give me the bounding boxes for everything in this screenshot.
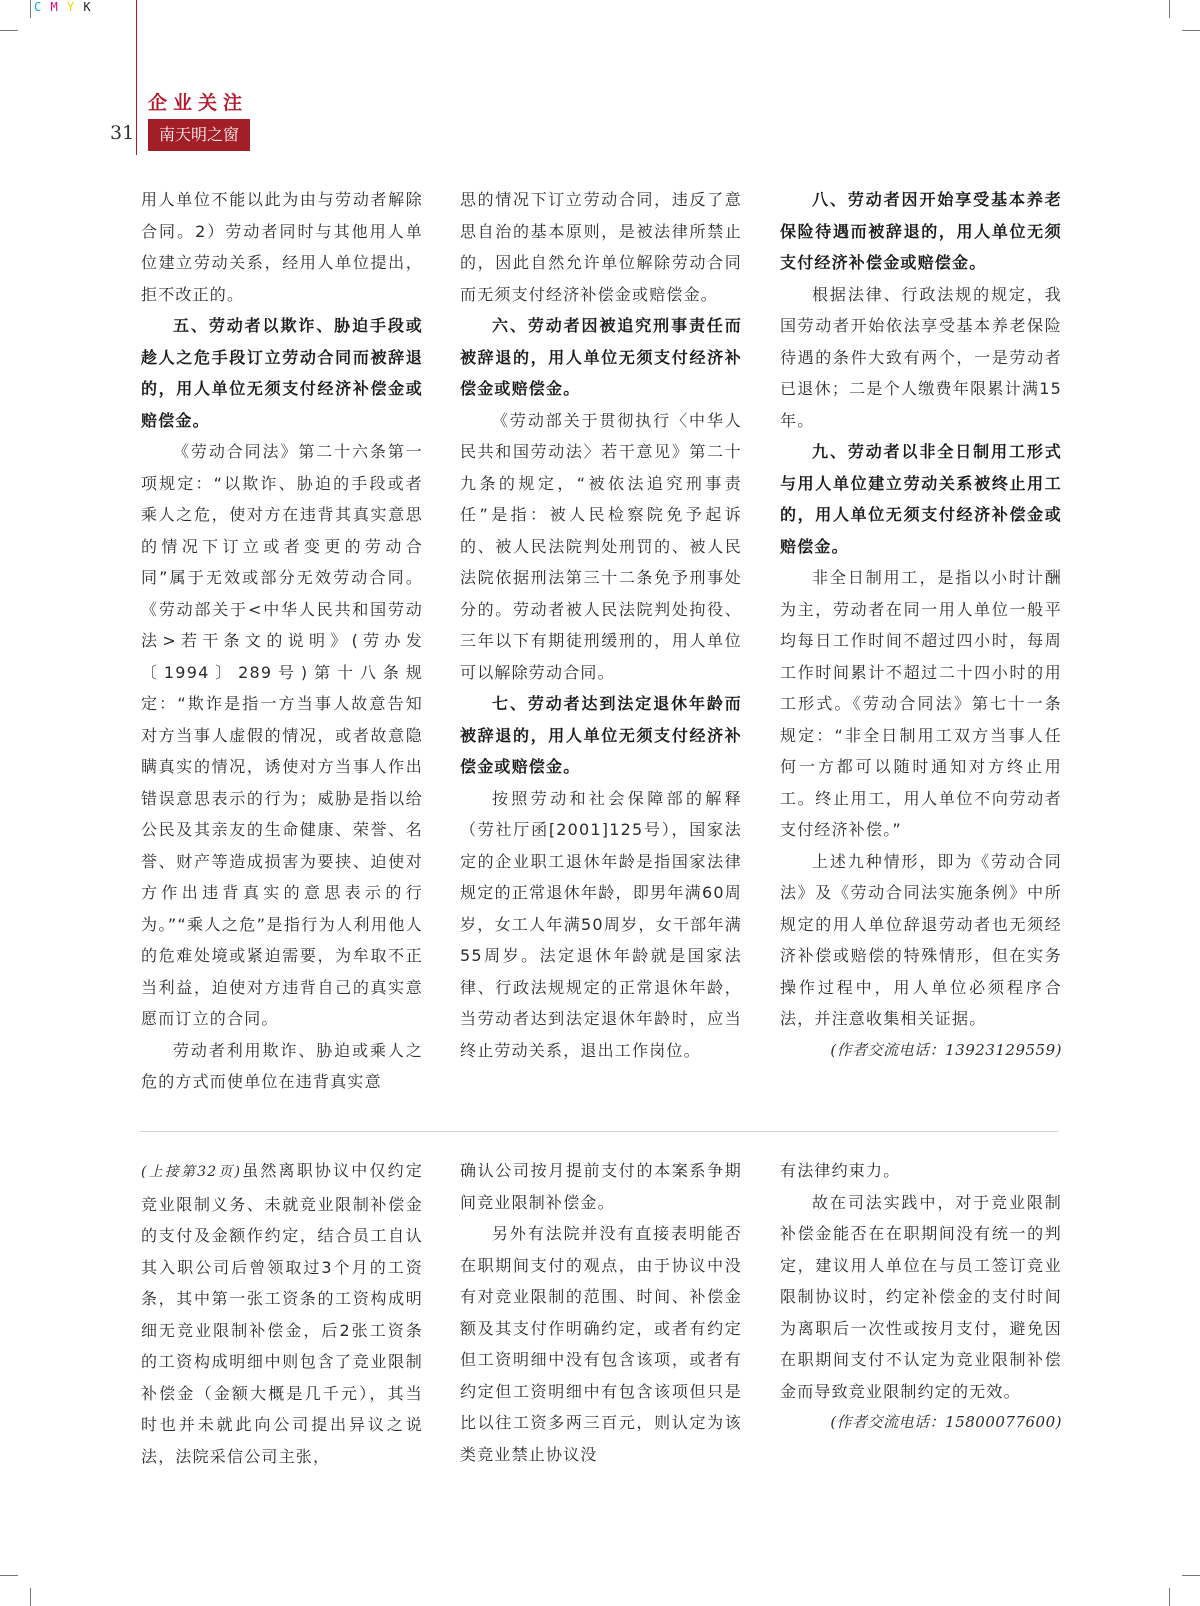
section-title: 企业关注: [148, 92, 249, 114]
paragraph: 按照劳动和社会保障部的解释（劳社厅函[2001]125号），国家法定的企业职工退休年龄是指国家法律规定的正常退休年龄，即男年满60周岁，女工人年满50周岁，女干部年满55周岁。法定退休年龄就是国家法律、行政法规规定的正常退休年龄，当劳动者达到法定退休年龄时，应当终止劳动关系，退出工作岗位。: [460, 788, 742, 1060]
crop-mark: [30, 1588, 31, 1606]
bottom-column-2: [460, 1155, 742, 1470]
section-heading: 六、劳动者因被追究刑事责任而被辞退的，用人单位无须支付经济补偿金或赔偿金。: [460, 316, 742, 398]
paragraph: 确认公司按月提前支付的本案系争期间竞业限制补偿金。: [460, 1161, 742, 1212]
continued-tag: (上接第32页): [141, 1164, 242, 1180]
section-heading: 七、劳动者达到法定退休年龄而被辞退的，用人单位无须支付经济补偿金或赔偿金。: [460, 694, 742, 776]
paragraph: 用人单位不能以此为由与劳动者解除合同。2）劳动者同时与其他用人单位建立劳动关系，经用人单位提出，拒不改正的。: [141, 190, 423, 304]
paragraph: 上述九种情形，即为《劳动合同法》及《劳动合同法实施条例》中所规定的用人单位辞退劳动者也无须经济补偿或赔偿的特殊情形，但在实务操作过程中，用人单位必须程序合法，并注意收集相关证据。: [780, 851, 1062, 1028]
top-column-2: [460, 184, 742, 1066]
section-divider: [140, 1131, 1058, 1132]
section-heading: 八、劳动者因开始享受基本养老保险待遇而被辞退的，用人单位无须支付经济补偿金或赔偿金。: [780, 190, 1062, 272]
paragraph: 劳动者利用欺诈、胁迫或乘人之危的方式而使单位在违背真实意: [141, 1040, 423, 1091]
section-heading: 五、劳动者以欺诈、胁迫手段或趁人之危手段订立劳动合同而被辞退的，用人单位无须支付经济补偿金或赔偿金。: [141, 316, 423, 430]
crop-mark: [1182, 1575, 1200, 1576]
page-number: 31: [110, 122, 135, 144]
header-rule: [136, 0, 137, 155]
crop-mark: [1169, 0, 1170, 18]
column-name-tag: 南天明之窗: [148, 119, 250, 151]
top-column-3: [780, 184, 1062, 1066]
paragraph-text: 虽然离职协议中仅约定竞业限制义务、未就竞业限制补偿金的支付及金额作约定，结合员工自认其入职公司后曾领取过3个月的工资条，其中第一张工资条的工资构成明细无竞业限制补偿金，后2张工资条的工资构成明细中则包含了竞业限制补偿金（金额大概是几千元），其当时也并未就此向公司提出异议之说法，法院采信公司主张，: [141, 1161, 423, 1466]
crop-mark: [1182, 30, 1200, 31]
cmyk-m: M: [50, 0, 59, 14]
cmyk-y: Y: [66, 0, 76, 14]
top-column-1: [141, 184, 423, 1098]
bottom-column-1: [141, 1155, 423, 1472]
bottom-column-3: [780, 1155, 1062, 1439]
paragraph: 故在司法实践中，对于竞业限制补偿金能否在在职期间没有统一的判定，建议用人单位在与员工签订竞业限制协议时，约定补偿金的支付时间为离职后一次性或按月支付，避免因在职期间支付不认定为竞业限制补偿金而导致竞业限制约定的无效。: [780, 1192, 1062, 1401]
paragraph: 思的情况下订立劳动合同，违反了意思自治的基本原则，是被法律所禁止的，因此自然允许单位解除劳动合同而无须支付经济补偿金或赔偿金。: [460, 190, 742, 304]
author-contact: (作者交流电话：15800077600): [830, 1413, 1062, 1431]
section-heading: 九、劳动者以非全日制用工形式与用人单位建立劳动关系被终止用工的，用人单位无须支付经济补偿金或赔偿金。: [780, 442, 1062, 556]
author-contact: (作者交流电话：13923129559): [830, 1040, 1062, 1059]
paragraph: 非全日制用工，是指以小时计酬为主，劳动者在同一用人单位一般平均每日工作时间不超过四小时，每周工作时间累计不超过二十四小时的用工形式。《劳动合同法》第七十一条规定：“非全日制用工双方当事人任何一方都可以随时通知对方终止用工。终止用工，用人单位不向劳动者支付经济补偿。”: [780, 568, 1062, 839]
paragraph: 根据法律、行政法规的规定，我国劳动者开始依法享受基本养老保险待遇的条件大致有两个，一是劳动者已退休；二是个人缴费年限累计满15年。: [780, 284, 1062, 430]
paragraph: 《劳动合同法》第二十六条第一项规定：“以欺诈、胁迫的手段或者乘人之危，使对方在违背其真实意思的情况下订立或者变更的劳动合同”属于无效或部分无效劳动合同。《劳动部关于<中华人民共和国劳动法>若干条文的说明》(劳办发〔1994〕289号)第十八条规定：“欺诈是指一方当事人故意告知对方当事人虚假的情况，或者故意隐瞒真实的情况，诱使对方当事人作出错误意思表示的行为；威胁是指以给公民及其亲友的生命健康、荣誉、名誉、财产等造成损害为要挟、迫使对方作出违背真实的意思表示的行为。”“乘人之危”是指行为人利用他人的危难处境或紧迫需要，为牟取不正当利益，迫使对方违背自己的真实意愿而订立的合同。: [141, 442, 423, 1028]
paragraph: 《劳动部关于贯彻执行〈中华人民共和国劳动法〉若干意见》第二十九条的规定，“被依法追究刑事责任”是指：被人民检察院免予起诉的、被人民法院判处刑罚的、被人民法院依据刑法第三十二条免予刑事处分的。劳动者被人民法院判处拘役、三年以下有期徒刑缓刑的，用人单位可以解除劳动合同。: [460, 410, 742, 682]
crop-mark: [1169, 1588, 1170, 1606]
paragraph: [141, 1155, 423, 1472]
cmyk-c: C: [34, 0, 43, 14]
crop-mark: [0, 30, 18, 31]
paragraph: 有法律约束力。: [780, 1161, 901, 1180]
crop-mark: [30, 0, 31, 18]
paragraph: 另外有法院并没有直接表明能否在职期间支付的观点，由于协议中没有对竞业限制的范围、时间、补偿金额及其支付作明确约定，或者有约定但工资明细中没有包含该项，或者有约定但工资明细中有包含该项但只是比以往工资多两三百元，则认定为该类竞业禁止协议没: [460, 1224, 742, 1464]
cmyk-k: K: [83, 0, 92, 14]
crop-mark: [0, 1575, 18, 1576]
cmyk-registration-mark: [34, 0, 92, 14]
